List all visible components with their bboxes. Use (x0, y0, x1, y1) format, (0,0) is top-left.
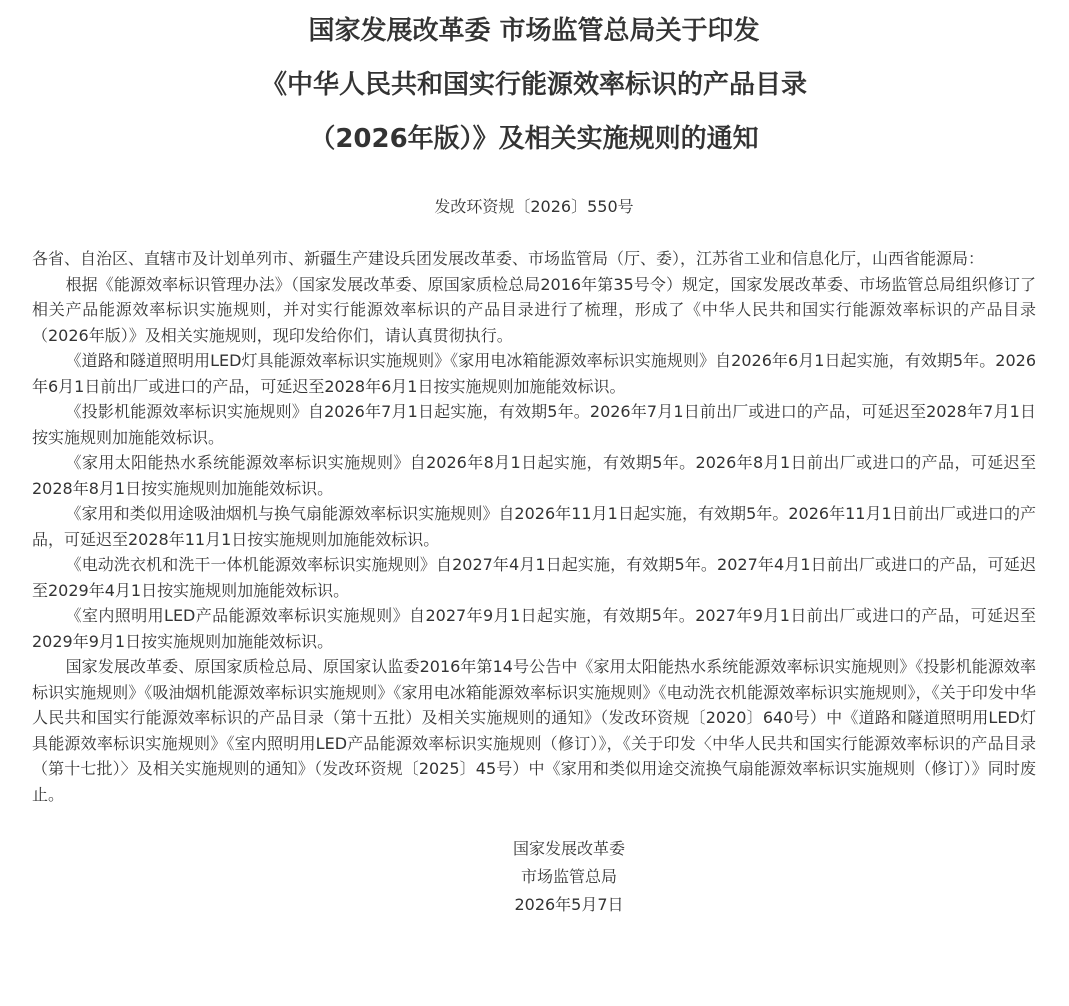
body-paragraph: 《电动洗衣机和洗干一体机能源效率标识实施规则》自2027年4月1日起实施，有效期5年。2027年4月1日前出厂或进口的产品，可延迟至2029年4月1日按实施规则加施能效标识。 (32, 555, 1036, 600)
body-paragraph: 《家用太阳能热水系统能源效率标识实施规则》自2026年8月1日起实施，有效期5年。2026年8月1日前出厂或进口的产品，可延迟至2028年8月1日按实施规则加施能效标识。 (32, 453, 1036, 498)
body-paragraph: 《家用和类似用途吸油烟机与换气扇能源效率标识实施规则》自2026年11月1日起实施，有效期5年。2026年11月1日前出厂或进口的产品，可延迟至2028年11月1日按实施规则加施能效标识。 (32, 504, 1036, 549)
title-line-1: 国家发展改革委 市场监管总局关于印发 (308, 16, 760, 46)
signature-org-samr: 市场监管总局 (520, 867, 617, 886)
document-number: 发改环资规〔2026〕550号 (434, 197, 634, 216)
body-paragraph: 《室内照明用LED产品能源效率标识实施规则》自2027年9月1日起实施，有效期5年。2027年9月1日前出厂或进口的产品，可延迟至2029年9月1日按实施规则加施能效标识。 (32, 606, 1036, 651)
title-line-3: （2026年版）》及相关实施规则的通知 (309, 124, 759, 154)
body-paragraph: 国家发展改革委、原国家质检总局、原国家认监委2016年第14号公告中《家用太阳能热水系统能源效率标识实施规则》《投影机能源效率标识实施规则》《吸油烟机能源效率标识实施规则》《家用电冰箱能源效率标识实施规则》《电动洗衣机能源效率标识实施规则》，《关于印发中华人民共和国实行能源效率标识的产品目录（第十五批）及相关实施规则的通知》（发改环资规〔2020〕640号）中《道路和隧道照明用LED灯具能源效率标识实施规则》《室内照明用LED产品能源效率标识实施规则（修订）》，《关于印发〈中华人民共和国实行能源效率标识的产品目录（第十七批）〉及相关实施规则的通知》（发改环资规〔2025〕45号）中《家用和类似用途交流换气扇能源效率标识实施规则（修订）》同时废止。 (32, 657, 1036, 804)
signature-block (32, 835, 1036, 919)
body-paragraph: 根据《能源效率标识管理办法》（国家发展改革委、原国家质检总局2016年第35号令）规定，国家发展改革委、市场监管总局组织修订了相关产品能源效率标识实施规则，并对实行能源效率标识的产品目录进行了梳理，形成了《中华人民共和国实行能源效率标识的产品目录（2026年版）》及相关实施规则，现印发给你们，请认真贯彻执行。 (32, 274, 1036, 345)
signature-date: 2026年5月7日 (514, 895, 624, 914)
addressee: 各省、自治区、直辖市及计划单列市、新疆生产建设兵团发展改革委、市场监管局（厅、委），江苏省工业和信息化厅，山西省能源局： (32, 249, 985, 268)
signature-org-ndrc: 国家发展改革委 (512, 839, 625, 858)
body-paragraph: 《投影机能源效率标识实施规则》自2026年7月1日起实施，有效期5年。2026年7月1日前出厂或进口的产品，可延迟至2028年7月1日按实施规则加施能效标识。 (32, 402, 1036, 447)
document (32, 0, 1036, 919)
body-paragraph: 《道路和隧道照明用LED灯具能源效率标识实施规则》《家用电冰箱能源效率标识实施规则》自2026年6月1日起实施，有效期5年。2026年6月1日前出厂或进口的产品，可延迟至2028年6月1日按实施规则加施能效标识。 (32, 351, 1036, 396)
title-line-2: 《中华人民共和国实行能源效率标识的产品目录 (260, 70, 807, 100)
document-title (32, 4, 1036, 166)
